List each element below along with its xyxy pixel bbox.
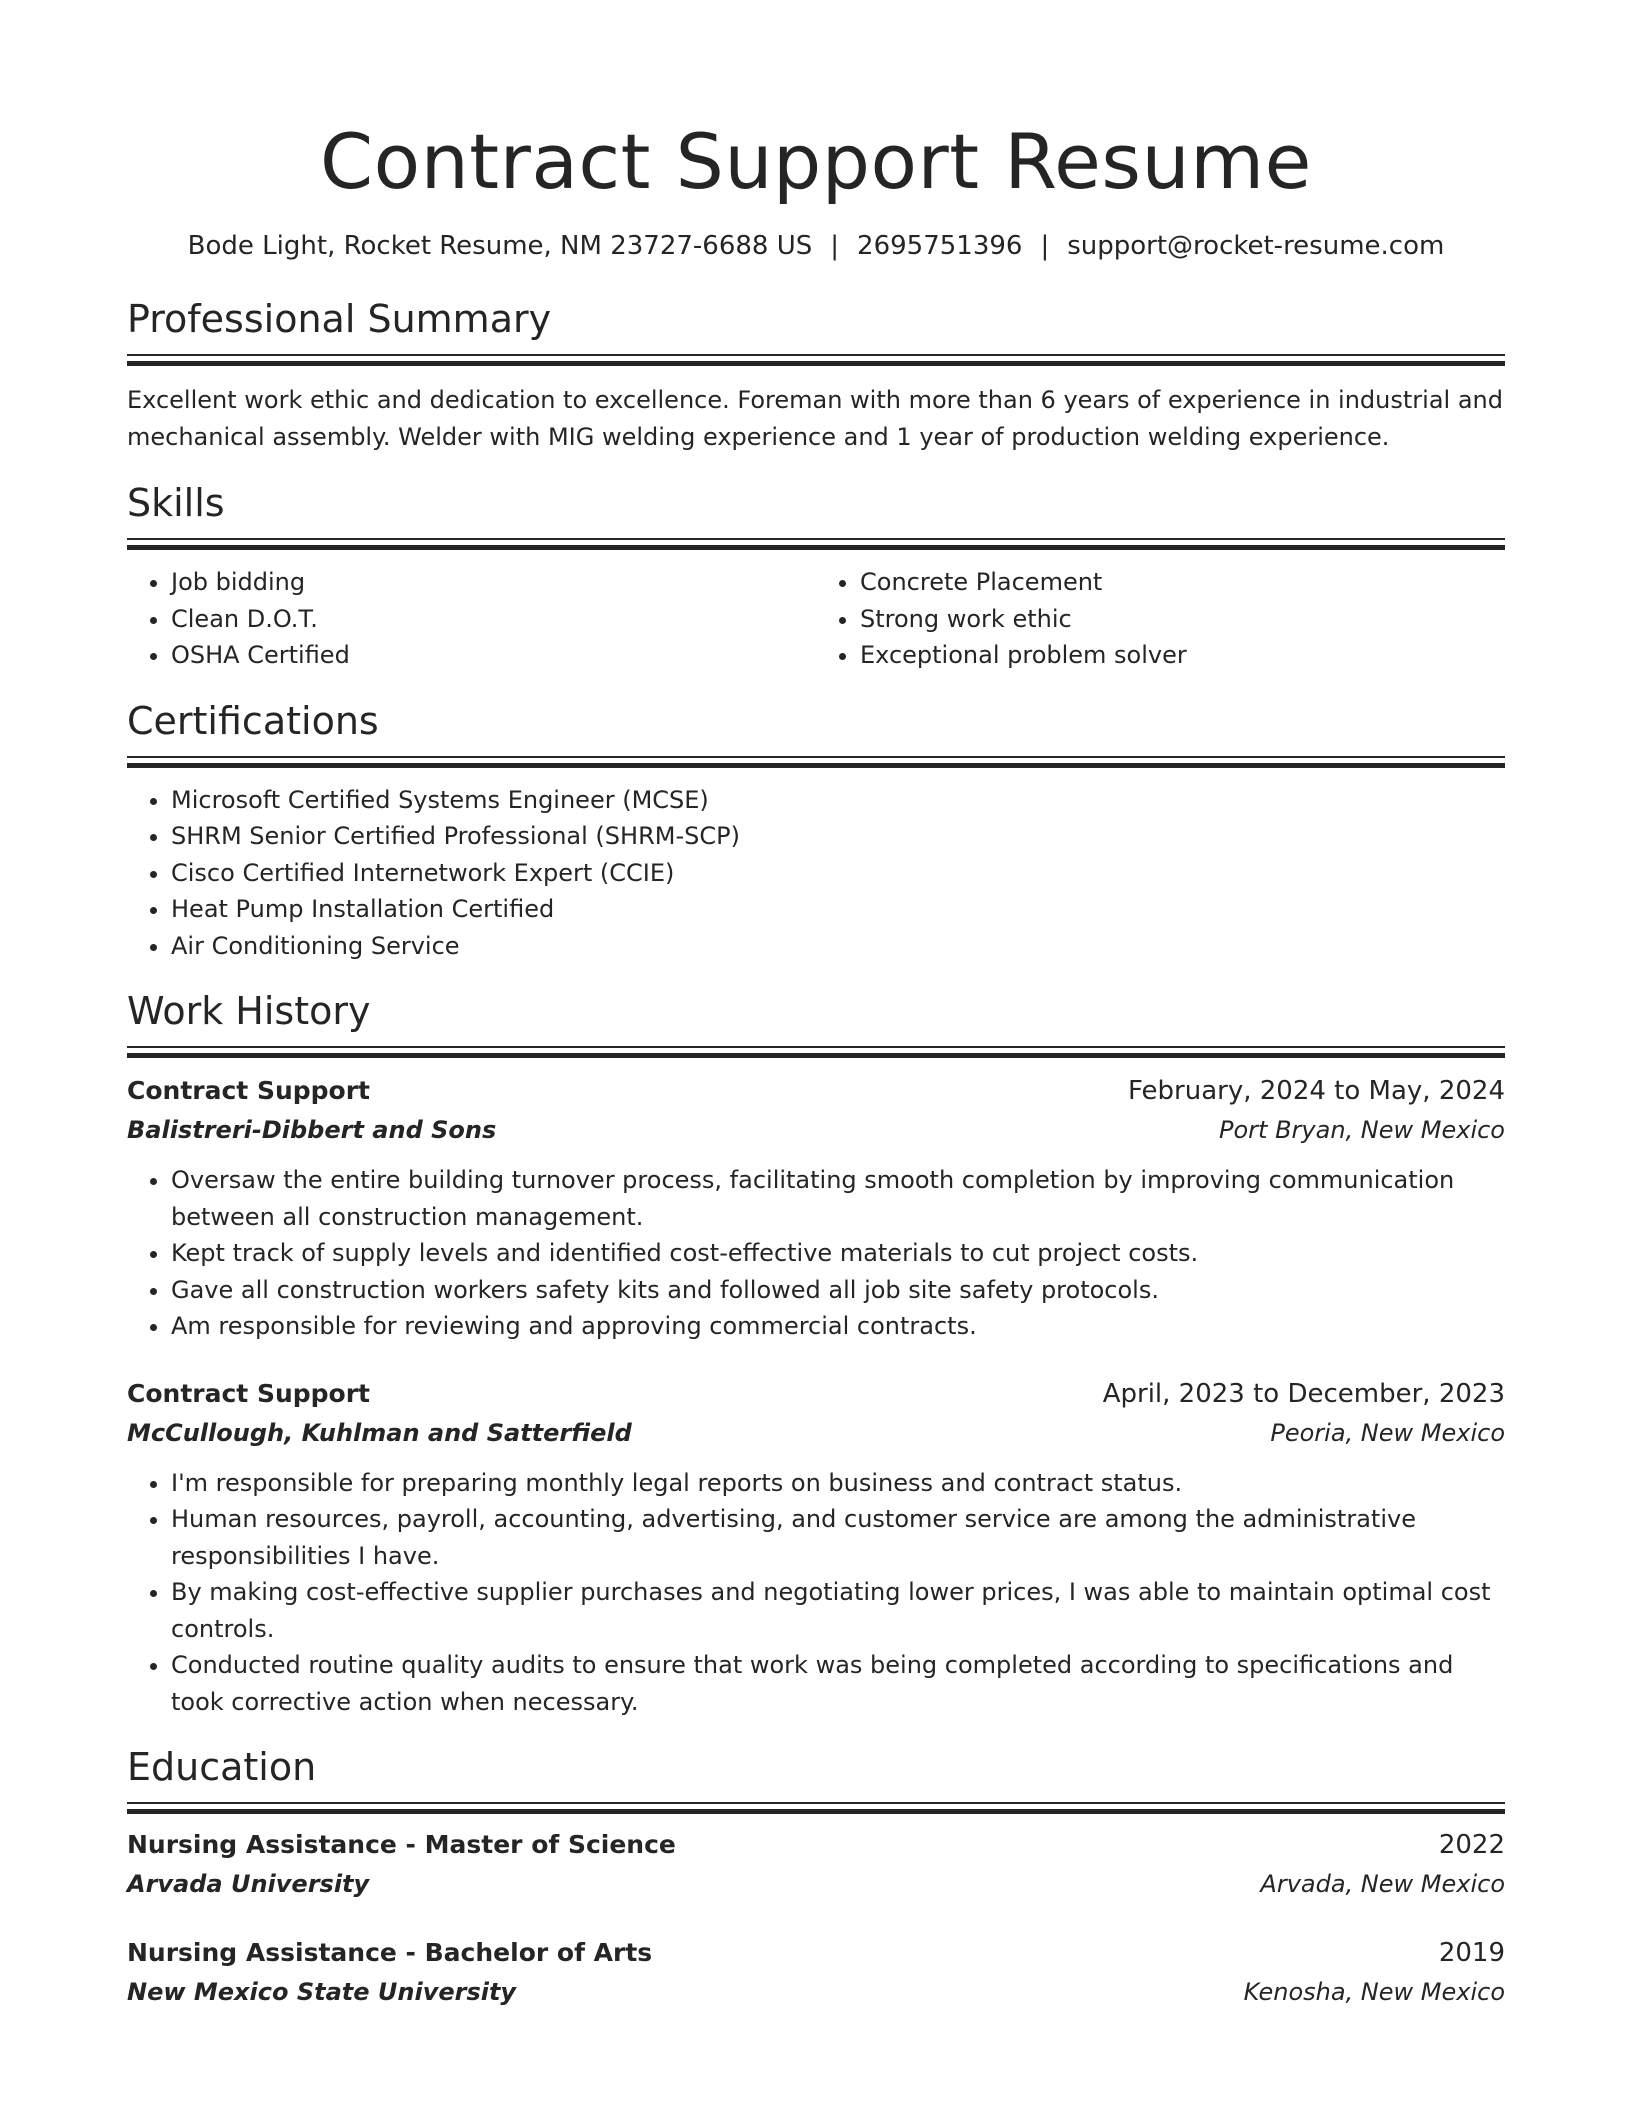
job-duty: • Am responsible for reviewing and approving commercial contracts.: [171, 1308, 1505, 1345]
job-duty: • Kept track of supply levels and identified cost-effective materials to cut project costs.: [171, 1235, 1505, 1272]
skills-grid: [127, 564, 1505, 674]
education-section: [127, 1744, 1505, 2012]
summary-section: [127, 296, 1505, 456]
certification-item: • SHRM Senior Certified Professional (SHRM-SCP): [171, 818, 1505, 855]
certifications-list: [127, 782, 1505, 965]
education-year: 2019: [1438, 1938, 1505, 1968]
education-header: [127, 1826, 1505, 1864]
job-duties-list: [127, 1465, 1505, 1721]
certification-item: • Cisco Certified Internetwork Expert (CCIE): [171, 855, 1505, 892]
work-history-section: [127, 988, 1505, 1720]
skills-list-left: [127, 564, 816, 674]
education-location: Kenosha, New Mexico: [1243, 1978, 1505, 2006]
education-subheader: [127, 1972, 1505, 2012]
skill-item: • Exceptional problem solver: [860, 637, 1505, 674]
section-heading-summary: Professional Summary: [127, 297, 552, 341]
contact-separator: |: [830, 231, 840, 261]
contact-phone: 2695751396: [857, 231, 1023, 261]
certifications-section: [127, 698, 1505, 965]
education-header: [127, 1934, 1505, 1972]
job-duty: • Gave all construction workers safety kits and followed all job site safety protocols.: [171, 1272, 1505, 1309]
job-subheader: [127, 1110, 1505, 1150]
job-title: Contract Support: [127, 1076, 370, 1105]
skill-item: • Strong work ethic: [860, 601, 1505, 638]
job-duty: • Human resources, payroll, accounting, advertising, and customer service are among the administrative responsibilities I have.: [171, 1501, 1505, 1574]
skills-list-right: [816, 564, 1505, 674]
job-duty: • Conducted routine quality audits to ensure that work was being completed according to specifications and took corrective action when necessary.: [171, 1647, 1505, 1720]
section-divider: [127, 354, 1505, 364]
skill-item: • Job bidding: [171, 564, 816, 601]
education-degree: Nursing Assistance - Master of Science: [127, 1830, 676, 1859]
summary-text: Excellent work ethic and dedication to excellence. Foreman with more than 6 years of experience in industrial and mechanical assembly. Welder with MIG welding experience and 1 year of production welding experience.: [127, 386, 1503, 451]
job-company: McCullough, Kuhlman and Satterfield: [127, 1418, 632, 1447]
certification-item: • Heat Pump Installation Certified: [171, 891, 1505, 928]
job-duty: • I'm responsible for preparing monthly legal reports on business and contract status.: [171, 1465, 1505, 1502]
job-duty: • By making cost-effective supplier purchases and negotiating lower prices, I was able to maintain optimal cost controls.: [171, 1574, 1505, 1647]
job-title: Contract Support: [127, 1378, 370, 1408]
job-subheader: [127, 1413, 1505, 1453]
section-divider: [127, 1802, 1505, 1812]
skill-item: • Concrete Placement: [860, 564, 1505, 601]
education-school: New Mexico State University: [127, 1978, 517, 2006]
job-entry: [127, 1072, 1505, 1345]
section-divider: [127, 1046, 1505, 1056]
job-dates: April, 2023 to December, 2023: [1102, 1378, 1505, 1409]
contact-address: Bode Light, Rocket Resume, NM 23727-6688 US: [187, 231, 813, 261]
education-school: Arvada University: [127, 1870, 370, 1898]
skill-item: • Clean D.O.T.: [171, 601, 816, 638]
certification-item: • Microsoft Certified Systems Engineer (MCSE): [171, 782, 1505, 819]
section-divider: [127, 538, 1505, 548]
resume-title: Contract Support Resume: [320, 117, 1312, 206]
section-divider: [127, 756, 1505, 766]
job-company: Balistreri-Dibbert and Sons: [127, 1116, 497, 1144]
education-entry: [127, 1934, 1505, 2012]
job-header: [127, 1375, 1505, 1413]
education-degree: Nursing Assistance - Bachelor of Arts: [127, 1938, 653, 1967]
education-location: Arvada, New Mexico: [1260, 1870, 1505, 1898]
contact-email: support@rocket-resume.com: [1067, 231, 1445, 261]
education-subheader: [127, 1864, 1505, 1904]
section-heading-education: Education: [127, 1745, 317, 1789]
certification-item: • Air Conditioning Service: [171, 928, 1505, 965]
education-year: 2022: [1438, 1830, 1505, 1860]
contact-separator: |: [1040, 231, 1050, 261]
education-entry: [127, 1826, 1505, 1904]
job-dates: February, 2024 to May, 2024: [1128, 1076, 1505, 1106]
job-location: Peoria, New Mexico: [1270, 1418, 1505, 1447]
section-heading-work-history: Work History: [127, 989, 371, 1033]
skills-section: [127, 480, 1505, 674]
skill-item: • OSHA Certified: [171, 637, 816, 674]
job-header: [127, 1072, 1505, 1110]
job-duties-list: [127, 1162, 1505, 1345]
section-heading-certifications: Certifications: [127, 698, 379, 743]
section-heading-skills: Skills: [127, 481, 225, 525]
job-location: Port Bryan, New Mexico: [1219, 1116, 1505, 1144]
job-entry: [127, 1375, 1505, 1721]
job-duty: • Oversaw the entire building turnover process, facilitating smooth completion by improving communication between all construction management.: [171, 1162, 1505, 1235]
contact-line: [127, 228, 1505, 264]
